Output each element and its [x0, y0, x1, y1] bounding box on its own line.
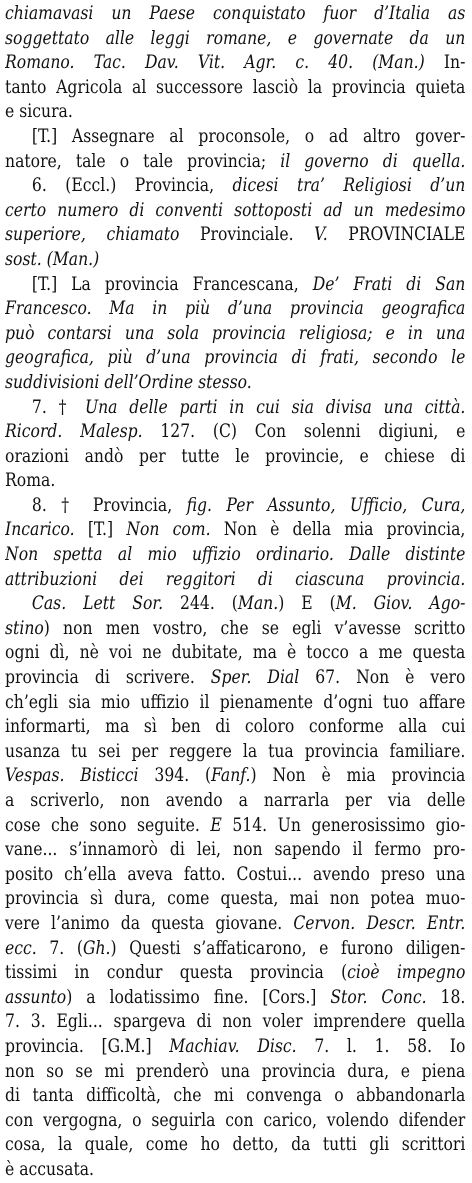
text-run: orazioni andò per tutte le provincie, e chiese di	[5, 445, 466, 467]
italic-run: il governo di quella.	[280, 150, 466, 172]
text-line	[5, 1133, 465, 1158]
text-line	[5, 174, 465, 199]
text-line	[5, 961, 465, 986]
italic-run: dicesi tra’ Religiosi d’un	[232, 175, 466, 197]
italic-run: Man.	[237, 593, 279, 615]
text-line	[5, 592, 465, 617]
italic-run: può contarsi una sola provincia religiosa; e in una	[5, 322, 466, 344]
text-run: [T.] Assegnare al proconsole, o ad altro gover-	[31, 125, 466, 147]
text-line	[5, 617, 465, 642]
text-run: Non è della mia provincia,	[223, 519, 466, 541]
text-run: 514. Un generosissimo gio-	[232, 814, 466, 836]
text-run: ) a lodatissimo fine. [Cors.]	[66, 986, 331, 1008]
text-run: Provinciale.	[200, 224, 315, 246]
text-line	[5, 789, 465, 814]
italic-run: Cervon. Descr. Entr.	[293, 912, 466, 934]
italic-run: soggettato alle leggi romane, e governate da un	[5, 27, 466, 49]
text-run: con vergogna, o seguirla con carico, volendo difender	[5, 1109, 466, 1131]
text-run: provincia sì dura, come questa, mai non potea muo-	[5, 888, 466, 910]
text-run: ) Questi s’affaticarono, e furono diligen-	[110, 937, 466, 959]
text-run: 7. 3. Egli... spargeva di non voler imprendere quella	[5, 1011, 466, 1033]
italic-run: Non spetta al mio uffizio ordinario. Dalle distinte	[5, 544, 466, 566]
text-line	[5, 764, 465, 789]
text-run: 67. Non è vero	[315, 667, 466, 689]
italic-run: Vespas. Bisticci	[5, 765, 155, 787]
italic-run: M. Giov. Ago-	[335, 593, 466, 615]
text-run: e sicura.	[5, 101, 73, 123]
text-line	[5, 912, 465, 937]
text-line	[5, 1084, 465, 1109]
italic-run: certo numero di conventi sottoposti ad un medesimo	[5, 199, 466, 221]
text-line	[5, 1158, 465, 1183]
italic-run: assunto	[5, 986, 67, 1008]
italic-run: stino	[5, 617, 44, 639]
italic-run: sost. (Man.)	[5, 248, 100, 270]
text-line	[5, 518, 465, 543]
text-run: 244. (	[180, 593, 238, 615]
text-run: è accusata.	[5, 1158, 95, 1180]
italic-run: V.	[314, 224, 349, 246]
text-line	[5, 838, 465, 863]
text-run: provincia. [G.M.]	[5, 1035, 170, 1057]
text-line	[5, 469, 465, 494]
text-run: ) Non è mia provincia	[250, 765, 466, 787]
italic-run: chiamavasi un Paese conquistato fuor d’Italia as	[5, 3, 466, 24]
text-run: 7. †	[31, 396, 85, 418]
italic-run: suddivisioni dell’Ordine stesso.	[5, 371, 252, 393]
italic-run: De’ Frati di San	[312, 273, 466, 295]
text-line	[5, 248, 465, 273]
text-line	[5, 100, 465, 125]
text-run: 127. (C) Con solenni digiuni, e	[160, 421, 466, 443]
italic-run: ecc.	[5, 937, 50, 959]
text-run: natore, tale o tale provincia;	[5, 150, 281, 172]
text-run: [T.]	[87, 519, 127, 541]
italic-run: Non com.	[126, 519, 224, 541]
text-column	[5, 2, 465, 1183]
text-run: 6. (Eccl.) Provincia,	[31, 175, 233, 197]
text-line	[5, 740, 465, 765]
text-run: di tanta difficoltà, che mi convenga o abbandonarla	[5, 1085, 466, 1107]
text-line	[5, 76, 465, 101]
text-run: provincia di scrivere.	[5, 667, 211, 689]
text-line	[5, 150, 465, 175]
italic-run: Stor. Conc.	[330, 986, 441, 1008]
text-run: 18.	[440, 986, 466, 1008]
text-line	[5, 494, 465, 519]
text-run: usanza tu sei per reggere la tua provincia familiare.	[5, 740, 466, 762]
text-run: 8. † Provincia,	[31, 494, 187, 516]
text-line	[5, 887, 465, 912]
text-run: tissimi in condur questa provincia (	[5, 962, 348, 984]
text-run: a scriverlo, non avendo a narrarla per via delle	[5, 790, 466, 811]
italic-run: Machiav. Disc.	[169, 1035, 315, 1057]
italic-run: Cas. Lett Sor.	[31, 593, 181, 615]
text-run: 394. (	[154, 765, 212, 787]
text-line	[5, 691, 465, 716]
text-line	[5, 27, 465, 52]
text-line	[5, 346, 465, 371]
italic-run: Francesco. Ma in più d’una provincia geografica	[5, 298, 466, 320]
italic-run: cioè impegno	[347, 962, 466, 984]
text-line	[5, 297, 465, 322]
text-line	[5, 371, 465, 396]
text-line	[5, 273, 465, 298]
text-run: 7. l. 1. 58. Io	[314, 1035, 466, 1057]
italic-run: Incarico.	[5, 519, 88, 541]
text-line	[5, 51, 465, 76]
text-line	[5, 568, 465, 593]
text-line	[5, 1109, 465, 1134]
text-line	[5, 1035, 465, 1060]
text-line	[5, 666, 465, 691]
text-run: cosa, la quale, come ho detto, da tutti gli scrittori	[5, 1134, 466, 1156]
text-line	[5, 641, 465, 666]
text-line	[5, 814, 465, 839]
italic-run: superiore, chiamato	[5, 224, 201, 246]
text-run: cose che sono seguite.	[5, 814, 211, 836]
text-run: ) non men vostro, che se egli v’avesse scritto	[43, 617, 466, 639]
text-run: ) E (	[278, 593, 336, 615]
text-run: tanto Agricola al successore lasciò la provincia quieta	[5, 76, 466, 98]
text-run: vere l’animo da questa giovane.	[5, 912, 294, 934]
text-run: ogni dì, nè voi ne dubitate, ma è tocco a me questa	[5, 642, 466, 664]
italic-run: Gh.	[82, 937, 111, 959]
text-run: non so se mi prenderò una provincia dura, e piena	[5, 1060, 466, 1082]
text-line	[5, 986, 465, 1011]
text-line	[5, 420, 465, 445]
text-line	[5, 199, 465, 224]
text-line	[5, 223, 465, 248]
text-run: ch’egli sia mio uffizio il pienamente d’ogni tuo affare	[5, 691, 466, 713]
text-run: 7. (	[49, 937, 83, 959]
text-run: Roma.	[5, 470, 56, 492]
text-line	[5, 445, 465, 470]
text-line	[5, 543, 465, 568]
text-line	[5, 937, 465, 962]
italic-run: Fanf.	[211, 765, 251, 787]
text-line	[5, 322, 465, 347]
text-run: [T.] La provincia Francescana,	[31, 273, 313, 295]
text-run: vane... s’innamorò di lei, non sapendo il fermo pro-	[5, 839, 466, 861]
text-line	[5, 125, 465, 150]
text-line	[5, 396, 465, 421]
italic-run: E	[210, 814, 233, 836]
italic-run: Sper. Dial	[210, 667, 316, 689]
small-caps-run: PROVINCIALE	[348, 224, 466, 246]
italic-run: Romano. Tac. Dav. Vit. Agr. c. 40. (Man.)	[5, 52, 444, 74]
text-run: In-	[443, 52, 466, 74]
text-line	[5, 2, 465, 27]
text-line	[5, 1060, 465, 1085]
italic-run: Ricord. Malesp.	[5, 421, 161, 443]
italic-run: Una delle parti in cui sia divisa una città.	[84, 396, 466, 418]
italic-run: fig. Per Assunto, Ufficio, Cura,	[186, 494, 466, 516]
italic-run: geografica, più d’una provincia di frati, secondo le	[5, 347, 466, 369]
text-line	[5, 715, 465, 740]
text-run: informarti, ma sì ben di coloro conforme alla cui	[5, 716, 466, 738]
text-run: posito ch’ella aveva fatto. Costui... avendo preso una	[5, 863, 466, 885]
text-line	[5, 863, 465, 888]
italic-run: attribuzioni dei reggitori di ciascuna provincia.	[5, 568, 466, 590]
